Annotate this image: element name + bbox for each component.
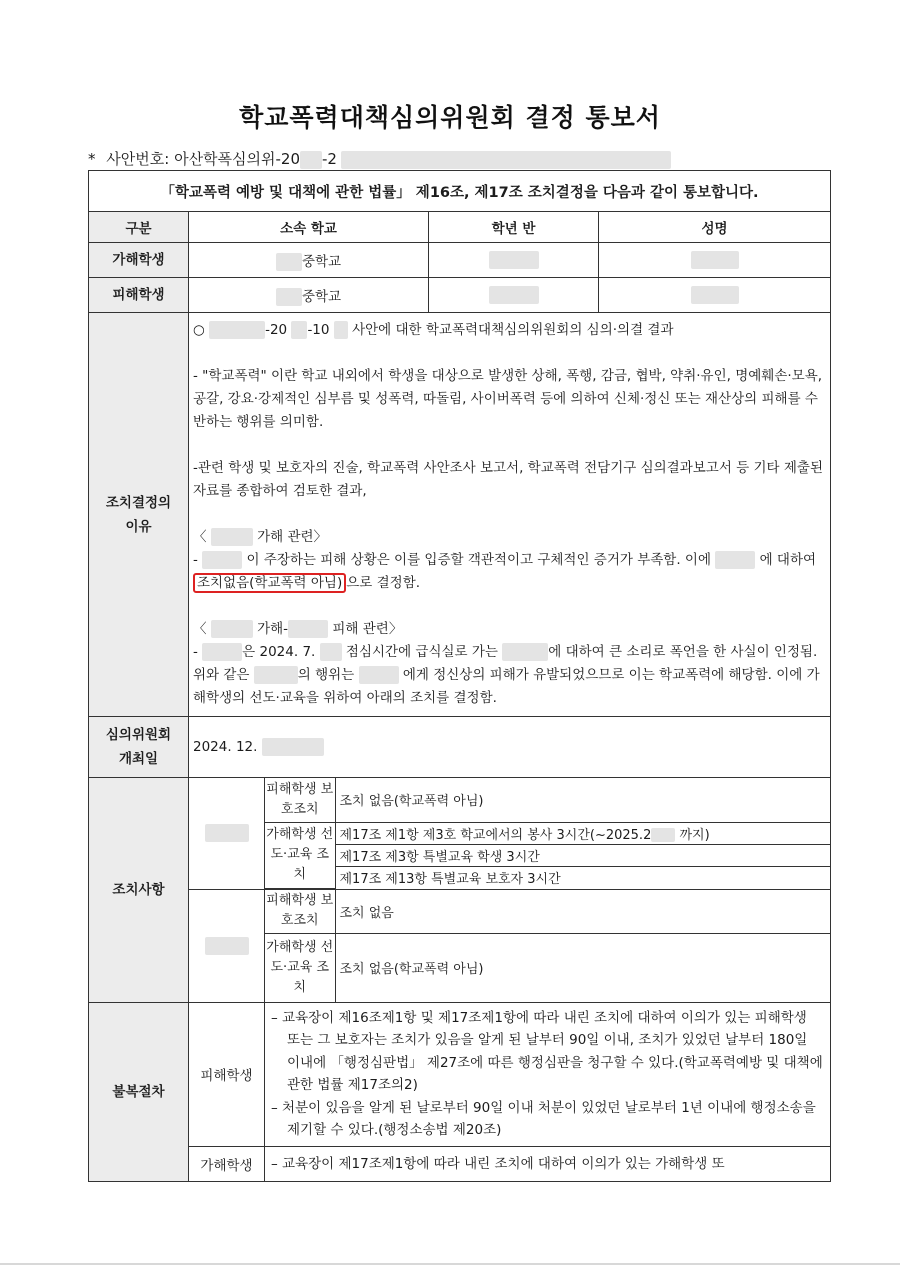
appeal-offender-label: 가해학생 (189, 1146, 265, 1181)
redaction (202, 551, 242, 569)
case-fragment: -20 (265, 322, 288, 338)
g1-item1 (335, 822, 830, 844)
appeal-victim-item-2: – 처분이 있음을 알게 된 날로부터 90일 이내 처분이 있었던 날로부터 1년 이내에 행정소송을 제기할 수 있다.(행정소송법 제20조) (271, 1099, 816, 1138)
g2-offender: 조치 없음(학교폭력 아님) (335, 934, 830, 1002)
header-name: 성명 (599, 212, 831, 243)
meeting-label-1: 심의위원회 (105, 727, 172, 743)
reason-content (189, 313, 831, 717)
section1-paragraph (193, 549, 826, 595)
victim-grade (429, 278, 599, 313)
victim-school (189, 278, 429, 313)
g1-victim-protect: 조치 없음(학교폭력 아님) (335, 778, 830, 822)
victim-school-text: 중학교 (301, 288, 342, 305)
paragraph-text: 으로 결정함. (346, 575, 421, 591)
measures-group1-table (265, 778, 830, 889)
paragraph-text: 점심시간에 급식실로 가는 (345, 644, 498, 660)
appeal-victim-item-1: – 교육장이 제16조제1항 및 제17조제1항에 따라 내린 조치에 대하여 이의가 있는 피해학생 또는 그 보호자는 조치가 있음을 알게 된 날부터 90일 이내, 조치가 있었던 날부터 180일 이내에 「행정심판법」 제27조에 따른 행정심판을 청구할 수 있다.(학교폭력예방 및 대책에 관한 법률 제17조의2) (271, 1009, 823, 1093)
scan-edge (0, 1263, 900, 1265)
g1-victim-protect-label: 피해학생 보호조치 (265, 778, 335, 822)
redaction (489, 251, 539, 269)
redaction (205, 937, 249, 955)
redaction (359, 666, 399, 684)
redaction (211, 528, 253, 546)
redaction (334, 321, 348, 339)
case-fragment: -10 (307, 322, 330, 338)
redaction (341, 151, 671, 169)
meeting-date-text: 2024. 12. (193, 739, 258, 755)
g1-item3: 제17조 제13항 특별교육 보호자 3시간 (335, 866, 830, 888)
g2-offender-label: 가해학생 선도·교육 조치 (265, 934, 335, 1002)
item-text: 까지) (679, 827, 710, 843)
heading-text: 가해- (257, 621, 289, 637)
g2-victim-protect: 조치 없음 (335, 890, 830, 934)
measures-group2-table (265, 890, 830, 1002)
heading-text: 가해 관련〉 (257, 529, 328, 545)
redaction (489, 286, 539, 304)
offender-label: 가해학생 (89, 243, 189, 278)
header-category: 구분 (89, 212, 189, 243)
offender-school (189, 243, 429, 278)
measures-group2 (265, 889, 831, 1002)
document-title: 학교폭력대책심의위원회 결정 통보서 (239, 103, 661, 132)
offender-grade (429, 243, 599, 278)
summary-text: 사안에 대한 학교폭력대책심의위원회의 심의·의결 결과 (352, 322, 674, 338)
circle-mark: ○ (193, 322, 205, 338)
case-number-label: 사안번호: (106, 150, 170, 168)
redaction (205, 824, 249, 842)
dash: - (193, 644, 198, 660)
measures-group1-target (189, 778, 265, 890)
paragraph-text: 은 2024. 7. (242, 644, 316, 660)
redaction (320, 643, 342, 661)
section2-paragraph (193, 641, 826, 710)
header-school: 소속 학교 (189, 212, 429, 243)
header-grade: 학년 반 (429, 212, 599, 243)
redaction (276, 253, 302, 271)
decision-table (88, 170, 831, 1182)
meeting-label (89, 717, 189, 778)
meeting-label-2: 개최일 (118, 751, 159, 767)
reason-summary-line (193, 319, 826, 342)
redaction (276, 288, 302, 306)
g1-offender-label: 가해학생 선도·교육 조치 (265, 822, 335, 888)
redaction (300, 151, 322, 169)
reason-label (89, 313, 189, 717)
redaction (211, 620, 253, 638)
item-text: 제17조 제1항 제3호 학교에서의 봉사 3시간(~2025.2 (339, 827, 652, 843)
measures-group2-target (189, 889, 265, 1002)
bracket: 〈 (193, 621, 207, 637)
heading-text: 피해 관련〉 (332, 621, 403, 637)
redaction (202, 643, 242, 661)
highlighted-decision: 조치없음(학교폭력 아님) (193, 573, 346, 593)
redaction (288, 620, 328, 638)
asterisk-mark: * (88, 150, 96, 168)
appeal-victim-content (265, 1002, 831, 1146)
appeal-offender-content: – 교육장이 제17조제1항에 따라 내린 조치에 대하여 이의가 있는 가해학생 또 (265, 1146, 831, 1181)
offender-name (599, 243, 831, 278)
victim-label: 피해학생 (89, 278, 189, 313)
review-paragraph: -관련 학생 및 보호자의 진술, 학교폭력 사안조사 보고서, 학교폭력 전담기구 심의결과보고서 등 기타 제출된 자료를 종합하여 검토한 결과, (193, 460, 824, 499)
paragraph-text: 에 대하여 (759, 552, 817, 568)
redaction (651, 828, 675, 842)
intro-statement: 「학교폭력 예방 및 대책에 관한 법률」 제16조, 제17조 조치결정을 다음과 같이 통보합니다. (89, 171, 831, 212)
redaction (691, 286, 739, 304)
case-number-value: 아산학폭심의위-20 (174, 150, 301, 168)
section1-heading (193, 526, 826, 549)
redaction (715, 551, 755, 569)
measures-group1 (265, 778, 831, 890)
redaction (691, 251, 739, 269)
g2-victim-protect-label: 피해학생 보호조치 (265, 890, 335, 934)
dash: - (193, 552, 198, 568)
bracket: 〈 (193, 529, 207, 545)
paragraph-text: 이 주장하는 피해 상황은 이를 입증할 객관적이고 구체적인 증거가 부족함. 이에 (246, 552, 711, 568)
redaction (262, 738, 324, 756)
paragraph-text: 의 행위는 (297, 667, 355, 683)
case-number (88, 148, 671, 169)
definition-paragraph: - "학교폭력" 이란 학교 내외에서 학생을 대상으로 발생한 상해, 폭행, 감금, 협박, 약취·유인, 명예훼손·모욕, 공갈, 강요·강제적인 심부름 및 성폭력, 따돌림, 사이버폭력 등에 의하여 신체·정신 또는 재산상의 피해를 수반하는 행위를 의미함. (193, 368, 823, 430)
measures-label: 조치사항 (89, 778, 189, 1003)
case-number-value2: -2 (322, 150, 337, 168)
notice-document (88, 170, 830, 1182)
appeal-label: 불복절차 (89, 1002, 189, 1181)
redaction (291, 321, 307, 339)
meeting-date (189, 717, 831, 778)
g1-item2: 제17조 제3항 특별교육 학생 3시간 (335, 844, 830, 866)
reason-label-text: 조치결정의 이유 (105, 494, 172, 535)
offender-school-text: 중학교 (301, 253, 342, 270)
redaction (502, 643, 548, 661)
redaction (209, 321, 265, 339)
paragraph-text: 에게 정신상의 피해가 유발되었으므로 이는 학교폭력에 해당함. 이에 가해학생의 선도·교육을 위하여 아래의 조치를 결정함. (193, 667, 820, 706)
redaction (254, 666, 298, 684)
paragraph-text: 에 대하여 큰 소리로 폭언을 한 사실이 인정됨. 위와 같은 (193, 644, 818, 683)
appeal-victim-label: 피해학생 (189, 1002, 265, 1146)
victim-name (599, 278, 831, 313)
section2-heading (193, 618, 826, 641)
